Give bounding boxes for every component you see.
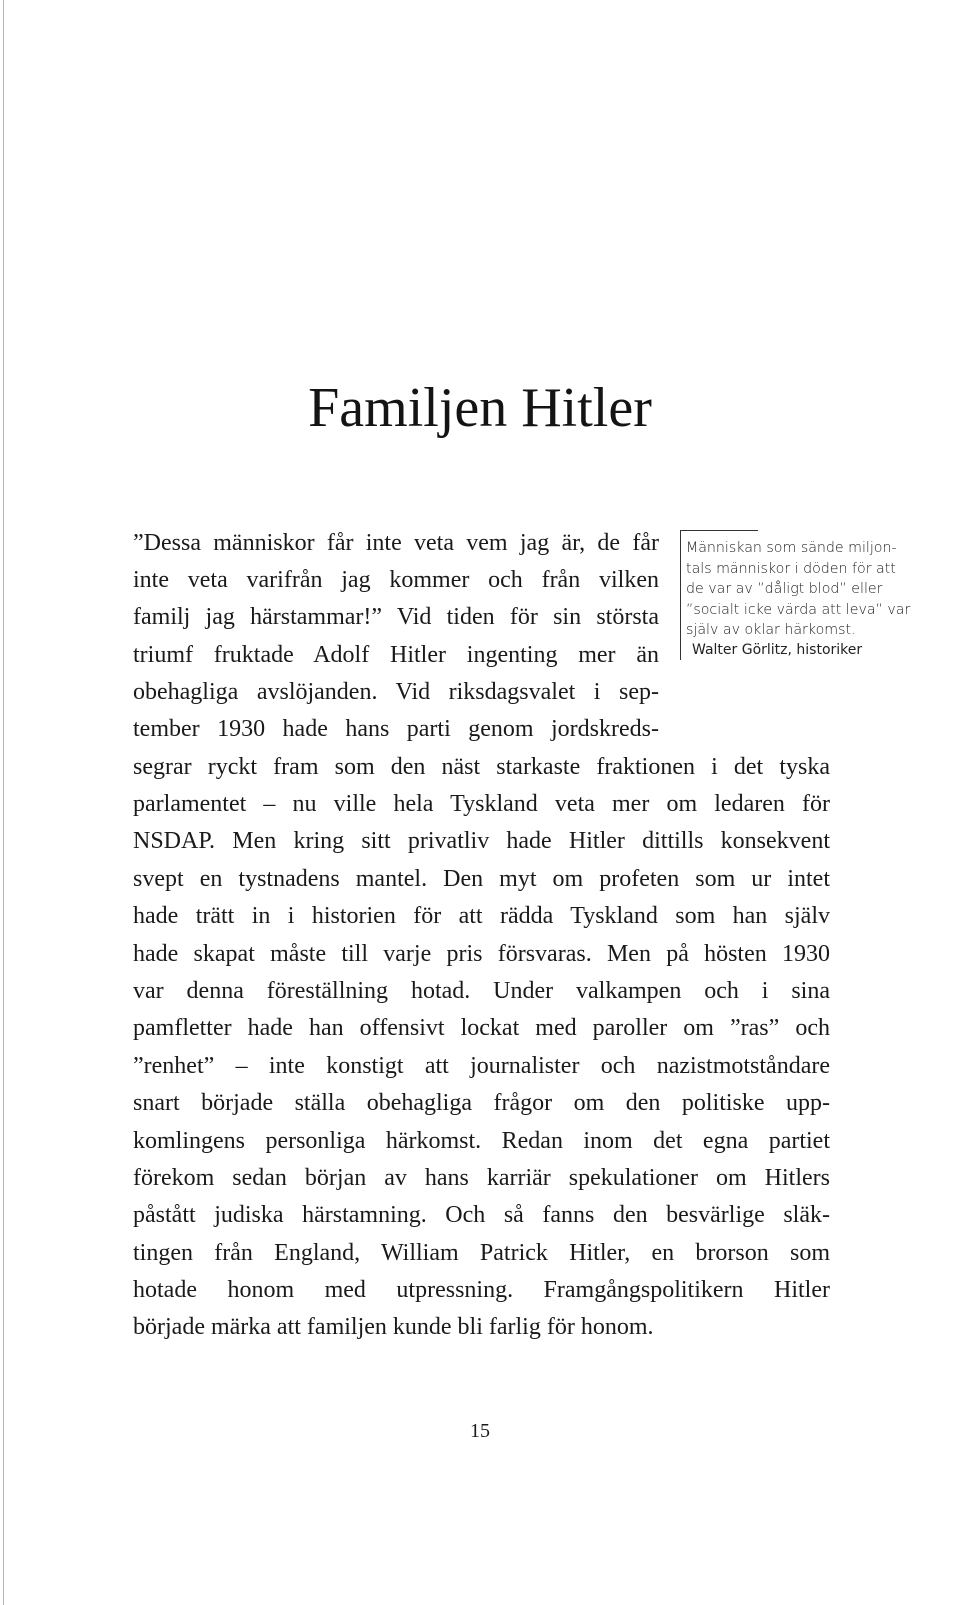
body-line-last: började märka att familjen kunde bli farlig för honom. (133, 1314, 654, 1340)
body-line: tingen från England, William Patrick Hitler, en brorson som (133, 1240, 830, 1266)
body-line: obehagliga avslöjanden. Vid riksdagsvalet i sep- (133, 679, 659, 705)
body-line: inte veta varifrån jag kommer och från vilken (133, 567, 659, 593)
body-line: hade skapat måste till varje pris försvaras. Men på hösten 1930 (133, 941, 830, 967)
body-line: påstått judiska härstamning. Och så fanns den besvärlige släk- (133, 1202, 830, 1228)
body-line: var denna föreställning hotad. Under valkampen och i sina (133, 978, 830, 1004)
sidebar-rule-left (680, 530, 681, 660)
body-line: parlamentet – nu ville hela Tyskland veta mer om ledaren för (133, 791, 830, 817)
body-line: tember 1930 hade hans parti genom jordskreds- (133, 716, 659, 742)
body-line: ”renhet” – inte konstigt att journalister och nazistmotståndare (133, 1053, 830, 1079)
body-line: svept en tystnadens mantel. Den myt om profeten som ur intet (133, 866, 830, 892)
body-line: förekom sedan början av hans karriär spekulationer om Hitlers (133, 1165, 830, 1191)
sidebar-quote-line: ”socialt icke värda att leva” var (686, 601, 911, 618)
body-line: komlingens personliga härkomst. Redan inom det egna partiet (133, 1128, 830, 1154)
body-line: snart började ställa obehagliga frågor om den politiske upp- (133, 1090, 830, 1116)
sidebar-quote-line: Människan som sände miljon- (686, 540, 897, 556)
body-line: pamfletter hade han offensivt lockat med paroller om ”ras” och (133, 1015, 830, 1041)
page-edge-line (3, 0, 4, 1605)
chapter-title: Familjen Hitler (308, 377, 652, 439)
sidebar-quote (686, 538, 942, 641)
body-line: hade trätt in i historien för att rädda Tyskland som han själv (133, 903, 830, 929)
body-line: hotade honom med utpressning. Framgångspolitikern Hitler (133, 1277, 830, 1303)
body-line: triumf fruktade Adolf Hitler ingenting mer än (133, 642, 659, 668)
sidebar-attribution: Walter Görlitz, historiker (692, 642, 863, 658)
sidebar-quote-line: tals människor i döden för att (686, 560, 896, 577)
sidebar-quote-line: de var av ”dåligt blod” eller (686, 581, 883, 597)
body-line: segrar ryckt fram som den näst starkaste fraktionen i det tyska (133, 754, 830, 780)
sidebar-rule-top (680, 530, 758, 531)
body-line: NSDAP. Men kring sitt privatliv hade Hitler dittills konsekvent (133, 828, 830, 854)
body-line: familj jag härstammar!” Vid tiden för sin största (133, 604, 659, 630)
sidebar-quote-line: själv av oklar härkomst. (686, 622, 856, 638)
body-line: ”Dessa människor får inte veta vem jag är, de får (133, 530, 659, 556)
page-number: 15 (470, 1420, 490, 1442)
